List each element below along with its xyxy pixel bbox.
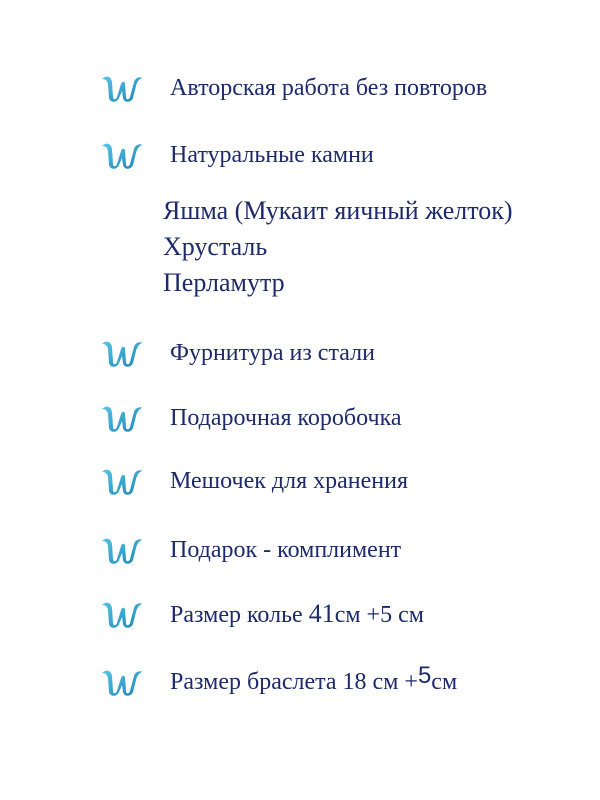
butterfly-logo-icon (100, 667, 144, 697)
feature-item-authorship (100, 68, 488, 108)
stone-item: Хрусталь (163, 232, 268, 261)
bracelet-size-suffix: см (431, 669, 458, 695)
stone-item: Перламутр (163, 268, 285, 297)
bracelet-size-number: 5 (417, 662, 432, 689)
bracelet-size-label (170, 662, 457, 702)
butterfly-logo-icon (100, 403, 144, 433)
feature-item-necklace-size (100, 594, 424, 634)
feature-item-bracelet-size (100, 662, 458, 702)
feature-item-natural-stones (100, 135, 374, 175)
butterfly-logo-icon (100, 338, 144, 368)
feature-label: Подарок - комплимент (170, 537, 402, 563)
necklace-size-number: 41 (308, 598, 335, 628)
feature-item-steel-fittings (100, 333, 375, 373)
butterfly-logo-icon (100, 466, 144, 496)
necklace-size-suffix: см +5 см (334, 601, 424, 628)
feature-label: Авторская работа без повторов (170, 75, 488, 101)
butterfly-logo-icon (100, 73, 144, 103)
bracelet-size-prefix: Размер браслета 18 см + (170, 669, 418, 695)
feature-label: Натуральные камни (170, 142, 374, 168)
stone-item: Яшма (Мукаит яичный желток) (163, 196, 513, 225)
butterfly-logo-icon (100, 599, 144, 629)
butterfly-logo-icon (100, 535, 144, 565)
butterfly-logo-icon (100, 140, 144, 170)
feature-label: Подарочная коробочка (170, 405, 402, 431)
feature-item-gift-compliment (100, 530, 402, 570)
necklace-size-label (170, 594, 424, 635)
stones-list (163, 193, 513, 301)
necklace-size-prefix: Размер колье (170, 601, 309, 628)
feature-item-storage-pouch (100, 461, 409, 501)
feature-label: Фурнитура из стали (170, 340, 375, 366)
feature-item-gift-box (100, 398, 402, 438)
feature-label: Мешочек для хранения (170, 468, 409, 494)
